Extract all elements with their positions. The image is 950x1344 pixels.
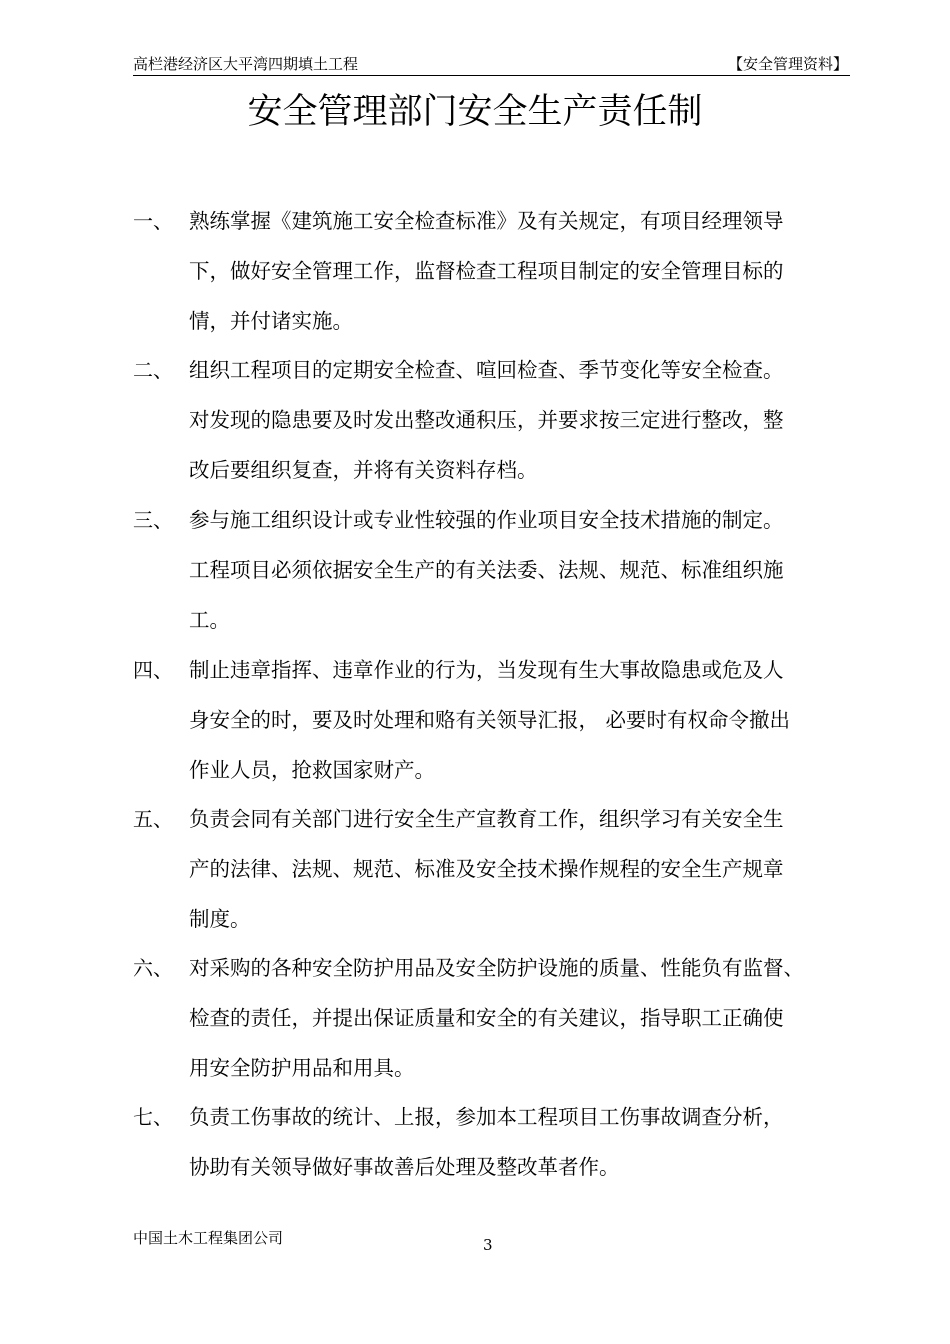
item-text [189, 345, 859, 495]
item-number: 三、 [133, 508, 173, 532]
item-number: 六、 [133, 956, 173, 980]
document-title: 安全管理部门安全生产责任制 [247, 92, 703, 132]
item-text [189, 1092, 859, 1192]
item-line: 工程项目必须依据安全生产的有关法委、法规、规范、标准组织施 [189, 558, 784, 582]
item-number: 一、 [133, 209, 173, 233]
item-line: 作业人员，抢救国家财产。 [189, 758, 435, 782]
item-number: 四、 [133, 658, 173, 682]
item-number: 五、 [133, 807, 173, 831]
item-line: 检查的责任，并提出保证质量和安全的有关建议，指导职工正确使 [189, 1006, 784, 1030]
item-number: 七、 [133, 1105, 173, 1129]
item-line: 工。 [189, 608, 230, 632]
item-line: 改后要组织复查，并将有关资料存档。 [189, 458, 538, 482]
item-line: 产的法律、法规、规范、标准及安全技术操作规程的安全生产规章 [189, 857, 784, 881]
item-line: 对发现的隐患要及时发出整改通积压，并要求按三定进行整改，整 [189, 408, 784, 432]
item-text [189, 495, 859, 645]
item-text [189, 645, 859, 795]
item-line: 制止违章指挥、违章作业的行为，当发现有生大事故隐患或危及人 [189, 658, 784, 682]
item-text [189, 943, 859, 1093]
item-line: 用安全防护用品和用具。 [189, 1056, 415, 1080]
item-line: 负责工伤事故的统计、上报，参加本工程项目工伤事故调查分析， [189, 1105, 784, 1129]
item-line: 参与施工组织设计或专业性较强的作业项目安全技术措施的制定。 [189, 508, 784, 532]
item-line: 熟练掌握《建筑施工安全检查标准》及有关规定，有项目经理领导 [189, 209, 784, 233]
header-project-name: 高栏港经济区大平湾四期填土工程 [133, 55, 359, 73]
header-doc-category: 【安全管理资料】 [727, 55, 848, 73]
item-line: 协助有关领导做好事故善后处理及整改革者作。 [189, 1155, 620, 1179]
item-line: 身安全的时，要及时处理和赂有关领导汇报， 必要时有权命令撤出 [189, 708, 791, 732]
item-line: 对采购的各种安全防护用品及安全防护设施的质量、性能负有监督、 [189, 956, 804, 980]
item-line: 下，做好安全管理工作，监督检查工程项目制定的安全管理目标的 [189, 259, 784, 283]
item-line: 负责会同有关部门进行安全生产宣教育工作，组织学习有关安全生 [189, 807, 784, 831]
page-number: 3 [483, 1236, 493, 1254]
item-number: 二、 [133, 358, 173, 382]
footer-company: 中国土木工程集团公司 [133, 1229, 284, 1247]
item-line: 制度。 [189, 907, 251, 931]
item-text [189, 196, 859, 346]
item-line: 组织工程项目的定期安全检查、喧回检查、季节变化等安全检查。 [189, 358, 784, 382]
page-header [133, 53, 850, 76]
item-text [189, 794, 859, 944]
item-line: 情，并付诸实施。 [189, 309, 353, 333]
